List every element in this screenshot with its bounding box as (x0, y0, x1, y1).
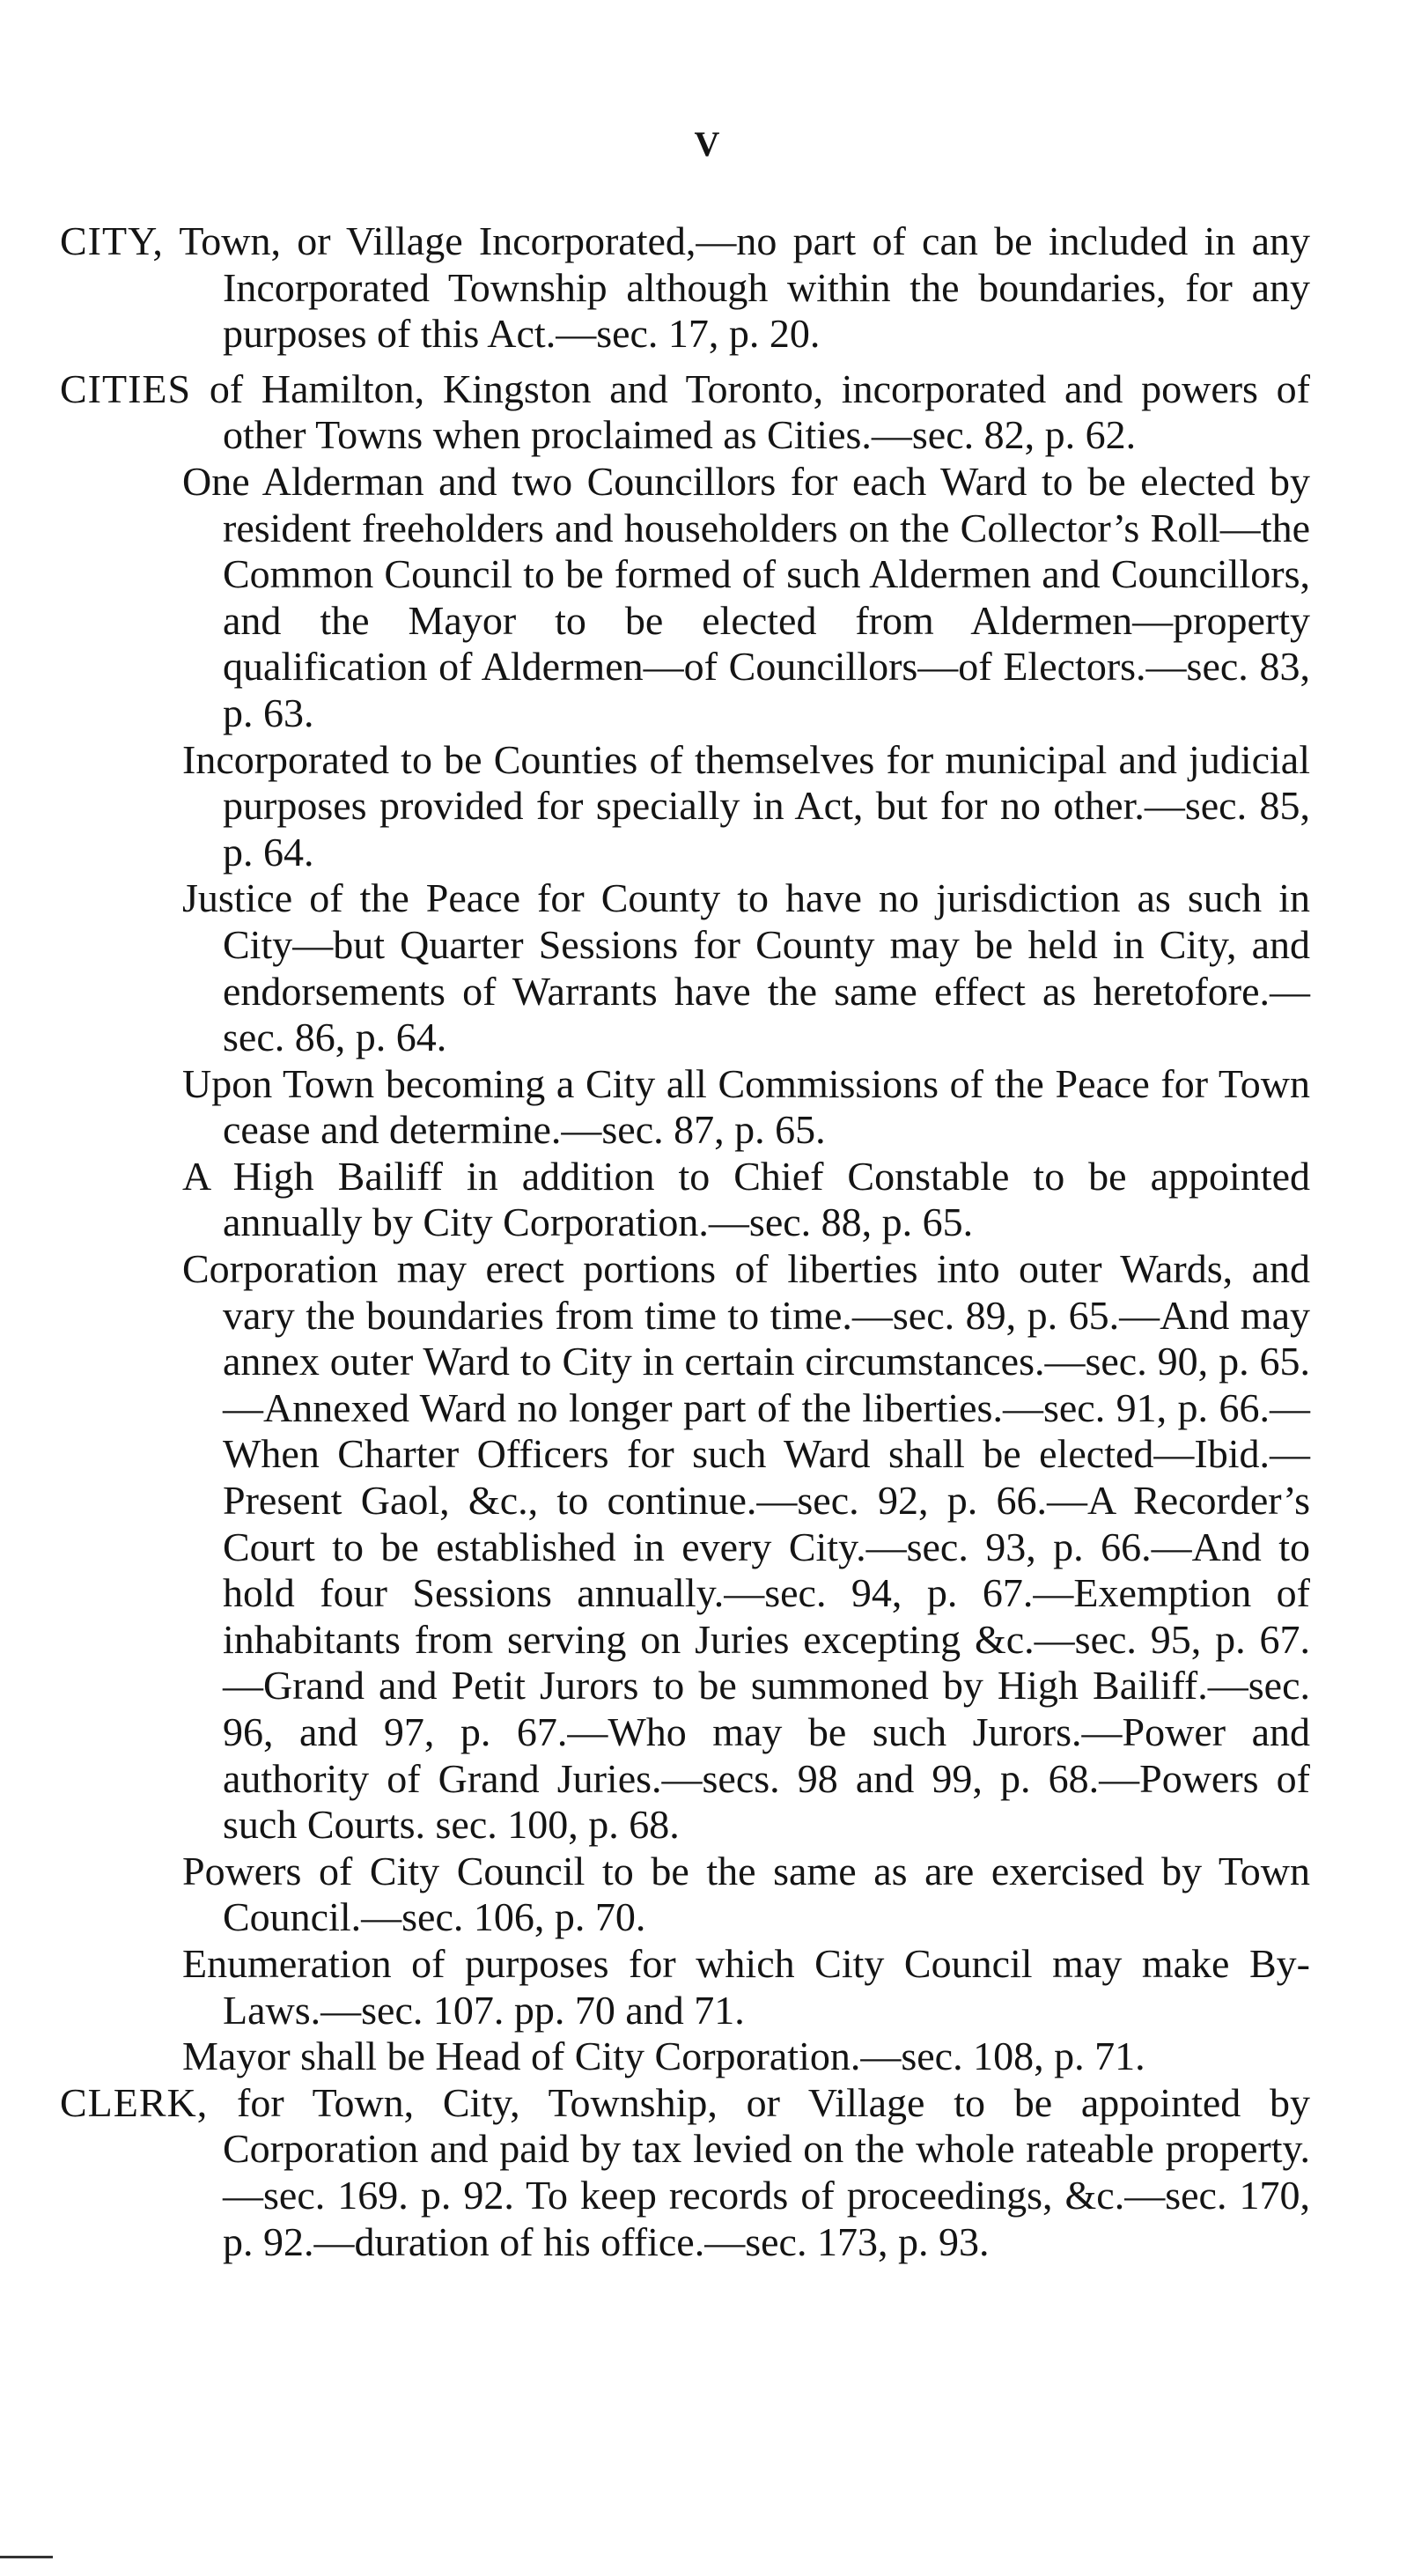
entry-text: Upon Town becoming a City all Commissions of the Peace for Town cease and determine.—sec. 87, p. 65. (182, 1060, 1310, 1153)
index-subentry (60, 1941, 1310, 2033)
index-entry-city (60, 218, 1310, 358)
entry-text: of Hamilton, Kingston and Toronto, incorporated and powers of other Towns when proclaimed as Cities.—sec. 82, p. 62. (209, 365, 1311, 458)
entry-text: Corporation may erect portions of liberties into outer Wards, and vary the boundaries from time to time.—sec. 89, p. 65.—And may annex outer Ward to City in certain circumstances.—sec. 90, p. 65.—Annexed Ward no longer part of the liberties.—sec. 91, p. 66.—When Charter Officers for such Ward shall be elected—Ibid.—Present Gaol, &c., to continue.—sec. 92, p. 66.—A Recorder’s Court to be established in every City.—sec. 93, p. 66.—And to hold four Sessions annually.—sec. 94, p. 67.—Exemption of inhabitants from serving on Juries excepting &c.—sec. 95, p. 67.—Grand and Petit Jurors to be summoned by High Bailiff.—sec. 96, and 97, p. 67.—Who may be such Jurors.—Power and authority of Grand Juries.—secs. 98 and 99, p. 68.—Powers of such Courts. sec. 100, p. 68. (182, 1246, 1310, 1848)
page-number: V (694, 124, 720, 164)
entry-heading: CITIES (60, 365, 192, 411)
entry-text: Powers of City Council to be the same as are exercised by Town Council.—sec. 106, p. 70. (182, 1848, 1310, 1940)
index-subentry (60, 2033, 1310, 2080)
index-subentry (60, 875, 1310, 1060)
entry-text: Enumeration of purposes for which City Council may make By-Laws.—sec. 107. pp. 70 and 71. (182, 1940, 1310, 2033)
entry-text: Town, or Village Incorporated,—no part of can be included in any Incorporated Township although within the boundaries, for any purposes of this Act.—sec. 17, p. 20. (179, 218, 1311, 357)
entry-heading: CITY, (60, 218, 164, 263)
entry-text: Incorporated to be Counties of themselves for municipal and judicial purposes provided for specially in Act, but for no other.—sec. 85, p. 64. (182, 736, 1310, 875)
index-subentry (60, 737, 1310, 876)
index-entry-cities (60, 366, 1310, 459)
index-subentry (60, 1246, 1310, 1849)
index-subentry (60, 1849, 1310, 1941)
entry-text: One Alderman and two Councillors for each Ward to be elected by resident freeholders and householders on the Collector’s Roll—the Common Council to be formed of such Aldermen and Councillors, and the Mayor to be elected from Aldermen—property qualification of Aldermen—of Councillors—of Electors.—sec. 83, p. 63. (182, 458, 1310, 735)
entry-heading: CLERK, (60, 2079, 209, 2125)
entry-text: for Town, City, Township, or Village to be appointed by Corporation and paid by tax levied on the whole rateable property.—sec. 169. p. 92. To keep records of proceedings, &c.—sec. 170, p. 92.—duration of his office.—sec. 173, p. 93. (223, 2079, 1311, 2264)
index-entries (60, 218, 1310, 2265)
entry-text: A High Bailiff in addition to Chief Constable to be appointed annually by City Corporation.—sec. 88, p. 65. (182, 1153, 1310, 1245)
entry-text: Mayor shall be Head of City Corporation.—sec. 108, p. 71. (182, 2033, 1145, 2079)
index-subentry (60, 459, 1310, 737)
index-entry-clerk (60, 2080, 1310, 2265)
index-subentry (60, 1061, 1310, 1154)
index-subentry (60, 1154, 1310, 1246)
entry-text: Justice of the Peace for County to have no jurisdiction as such in City—but Quarter Sessions for County may be held in City, and endorsements of Warrants have the same effect as heretofore.—sec. 86, p. 64. (182, 875, 1310, 1060)
bottom-rule (0, 2556, 53, 2558)
